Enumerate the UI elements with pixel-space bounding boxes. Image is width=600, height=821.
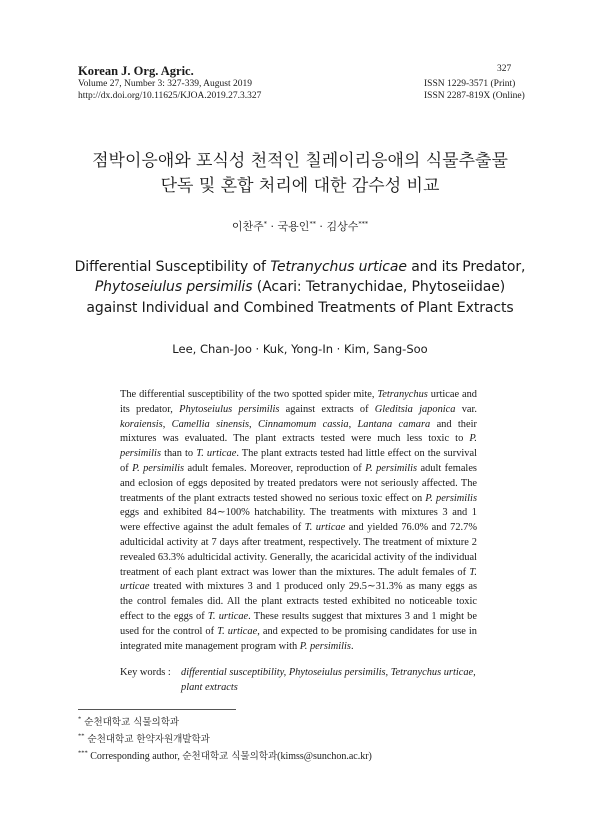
- english-title-line-1: [0, 256, 600, 278]
- issn-online: ISSN 2287-819X (Online): [424, 91, 525, 101]
- footnote-1: * 순천대학교 식물의학과: [78, 715, 180, 728]
- title-text: and its Predator,: [406, 259, 526, 275]
- doi-link[interactable]: http://dx.doi.org/10.11625/KJOA.2019.27.3.327: [78, 91, 262, 101]
- footnote-2: ** 순천대학교 한약자원개발학과: [78, 732, 210, 745]
- english-authors: Lee, Chan-Joo · Kuk, Yong-In · Kim, Sang-Soo: [172, 342, 428, 356]
- title-text: (Acari: Tetranychidae, Phytoseiidae): [252, 279, 506, 295]
- english-title-line-2: [0, 276, 600, 298]
- keywords-line-2: plant extracts: [181, 682, 238, 693]
- author-1-mark: *: [263, 219, 268, 228]
- abstract: The differential susceptibility of the two spotted spider mite, Tetranychus urticae and its predator, Phytoseiulus persimilis against extracts of Gleditsia japonica var. koraiensis, Camellia sinensis, Cinnamomum cassia, Lantana camara and their mixtures was evaluated. The plant extracts tested were much less toxic to P. persimilis than to T. urticae. The plant extracts tested had little effect on the survival of P. persimilis adult females. Moreover, reproduction of P. persimilis adult females and eclosion of eggs deposited by treated predators were not seriously affected. The treatments of the plant extracts tested showed no serious toxic effect on P. persimilis eggs and exhibited 84∼100% hatchability. The treatments with mixtures 3 and 1 were effective against the adult females of T. urticae and yielded 76.0% and 72.7% adulticidal activity at 7 days after treatment, respectively. The treatment of mixture 2 revealed 63.3% adulticidal activity. Generally, the acaricidal activity of the individual treatment of each plant extract was lower than the mixtures. The adult females of T. urticae treated with mixtures 3 and 1 produced only 29.5∼31.3% as many eggs as the control females did. All the plant extracts tested exhibited no noticeable toxic effect to the eggs of T. urticae. These results suggest that mixtures 3 and 1 might be used for the control of T. urticae, and expected to be promising candidates for use in integrated mite management program with P. persimilis.: [120, 389, 478, 652]
- journal-name: Korean J. Org. Agric.: [78, 64, 194, 78]
- page-number: 327: [497, 64, 512, 74]
- author-2-mark: **: [309, 219, 316, 228]
- title-species: Phytoseiulus persimilis: [94, 279, 253, 295]
- korean-title-line-1: 점박이응애와 포식성 천적인 칠레이리응애의 식물추출물: [92, 151, 508, 171]
- keywords-label: Key words :: [120, 667, 171, 678]
- author-1-ko: 이찬주: [231, 220, 264, 233]
- title-species: Tetranychus urticae: [270, 259, 407, 275]
- author-separator: ·: [267, 220, 278, 233]
- footnote-3: *** Corresponding author, 순천대학교 식물의학과(kimss@sunchon.ac.kr): [78, 749, 372, 762]
- author-2-ko: 국용인: [277, 220, 310, 233]
- author-3-ko: 김상수: [326, 220, 359, 233]
- keywords-line-1: differential susceptibility, Phytoseiulus persimilis, Tetranychus urticae,: [181, 667, 476, 678]
- issn-print: ISSN 1229-3571 (Print): [424, 79, 516, 89]
- author-separator: ·: [315, 220, 327, 233]
- english-title-line-3: against Individual and Combined Treatments of Plant Extracts: [86, 300, 514, 316]
- korean-authors: [0, 218, 600, 234]
- volume-info: Volume 27, Number 3: 327-339, August 2019: [78, 79, 252, 89]
- footnote-divider: [78, 709, 236, 710]
- corresponding-email[interactable]: (kimss@sunchon.ac.kr): [277, 751, 372, 762]
- author-3-mark: ***: [358, 219, 369, 228]
- title-text: Differential Susceptibility of: [74, 259, 271, 275]
- korean-title-line-2: 단독 및 혼합 처리에 대한 감수성 비교: [160, 176, 440, 196]
